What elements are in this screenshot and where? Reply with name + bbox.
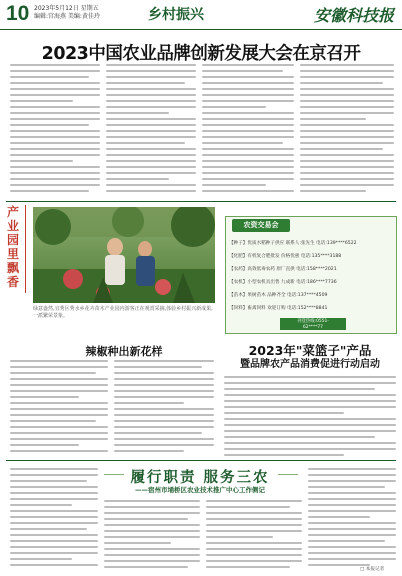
feature-photo <box>33 207 215 303</box>
vegetable-basket-headline <box>220 344 400 372</box>
third-article-col-4 <box>308 468 396 572</box>
third-article-author: □ 本报记者 <box>360 567 385 572</box>
third-article-headline: 履行职责 服务三农 <box>130 469 270 486</box>
masthead <box>0 0 402 30</box>
main-article-col-4 <box>300 64 394 198</box>
page-number: 10 <box>6 2 30 25</box>
third-article-subhead: ——宿州市埇桥区农业技术推广中心工作侧记 <box>135 486 265 494</box>
side-label-rule <box>25 205 26 293</box>
masthead-date: 2023年5月12日 星期五 <box>34 5 99 12</box>
trade-row: 【种子】优质水稻种子供应 联系人:张先生 电话:139****6522 <box>229 241 357 246</box>
third-article-col-3 <box>206 500 302 572</box>
third-article-col-2 <box>104 500 200 572</box>
main-headline: 2023中国农业品牌创新发展大会在京召开 <box>41 44 361 64</box>
trade-row: 【化肥】有机复合肥批发 价格优惠 电话:135****3188 <box>229 254 342 259</box>
third-article-col-1 <box>10 468 98 572</box>
trade-footer-phone: 62****77 <box>303 324 323 330</box>
trade-row: 【苗木】果树苗木 品种齐全 电话:137****4509 <box>229 293 328 298</box>
photo-caption: 绿意盎然,宜秀区秀水乡花卉苗木产业园内游客正在观赏采摘,体验乡村振兴新成果,一派繁荣景象。 <box>33 306 213 319</box>
chili-body-col-1 <box>10 360 108 456</box>
main-article-col-3 <box>202 64 294 198</box>
feature-side-label: 产业园里飘香 <box>7 205 20 289</box>
main-article-col-1 <box>10 64 100 198</box>
vegetable-basket-headline-line2: 暨品牌农产品消费促进行动启动 <box>240 359 380 370</box>
section-divider-top <box>6 201 396 202</box>
section-divider-bottom <box>6 460 396 461</box>
trade-box-footer <box>280 318 346 330</box>
chili-headline: 辣椒种出新花样 <box>85 345 163 358</box>
section-name: 乡村振兴 <box>148 7 204 23</box>
vegetable-basket-headline-line1: 2023年"菜篮子"产品 <box>248 343 372 358</box>
headline-deco-right <box>278 474 298 475</box>
trade-row: 【饲料】畜禽饲料 欢迎订购 电话:152****8841 <box>229 306 328 311</box>
trade-row: 【农机】小型农机具出售 九成新 电话:186****7736 <box>229 280 337 285</box>
trade-footer-label: 刊登热线:0551- <box>297 318 329 324</box>
trade-classifieds-box <box>225 216 397 334</box>
chili-body-col-2 <box>114 360 214 456</box>
masthead-editors: 编辑:宫海燕 美编:黄佳玲 <box>34 13 100 20</box>
trade-row: 【农药】高效低毒农药 原厂直供 电话:158****2021 <box>229 267 337 272</box>
masthead-info <box>34 5 100 21</box>
trade-box-title: 农资交易会 <box>232 219 290 232</box>
newspaper-brand: 安徽科技报 <box>313 6 394 25</box>
main-article-col-2 <box>106 64 196 198</box>
vegetable-basket-body <box>224 376 396 456</box>
